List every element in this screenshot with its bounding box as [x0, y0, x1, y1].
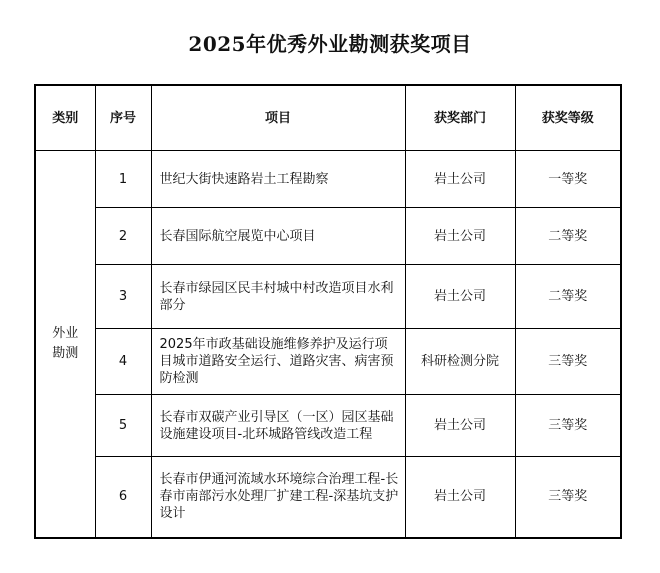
row-number: 6 — [95, 457, 151, 538]
award-level: 三等奖 — [515, 395, 621, 457]
award-level: 二等奖 — [515, 208, 621, 265]
header-number: 序号 — [95, 85, 151, 151]
department: 科研检测分院 — [405, 329, 515, 395]
row-number: 1 — [95, 151, 151, 208]
project-name: 长春市绿园区民丰村城中村改造项目水利部分 — [151, 265, 405, 329]
award-level: 一等奖 — [515, 151, 621, 208]
table-row — [35, 457, 621, 538]
row-number: 3 — [95, 265, 151, 329]
table-row — [35, 395, 621, 457]
award-level: 三等奖 — [515, 457, 621, 538]
project-name: 长春市双碳产业引导区（一区）园区基础设施建设项目-北环城路管线改造工程 — [151, 395, 405, 457]
project-name: 长春市伊通河流域水环境综合治理工程-长春市南部污水处理厂扩建工程-深基坑支护设计 — [151, 457, 405, 538]
row-number: 5 — [95, 395, 151, 457]
department: 岩土公司 — [405, 395, 515, 457]
project-name: 2025年市政基础设施维修养护及运行项目城市道路安全运行、道路灾害、病害预防检测 — [151, 329, 405, 395]
table-row — [35, 208, 621, 265]
award-level: 二等奖 — [515, 265, 621, 329]
award-level: 三等奖 — [515, 329, 621, 395]
table-row — [35, 151, 621, 208]
category-label: 外业勘测 — [52, 325, 79, 361]
department: 岩土公司 — [405, 457, 515, 538]
table-row — [35, 329, 621, 395]
project-name: 世纪大街快速路岩土工程勘察 — [151, 151, 405, 208]
header-award-level: 获奖等级 — [515, 85, 621, 151]
table-row — [35, 265, 621, 329]
row-number: 4 — [95, 329, 151, 395]
department: 岩土公司 — [405, 265, 515, 329]
project-name: 长春国际航空展览中心项目 — [151, 208, 405, 265]
category-cell — [35, 151, 95, 538]
awards-table — [34, 84, 622, 539]
department: 岩土公司 — [405, 208, 515, 265]
header-category: 类别 — [35, 85, 95, 151]
row-number: 2 — [95, 208, 151, 265]
header-department: 获奖部门 — [405, 85, 515, 151]
header-project: 项目 — [151, 85, 405, 151]
department: 岩土公司 — [405, 151, 515, 208]
table-header-row — [35, 85, 621, 151]
page-title: 2025年优秀外业勘测获奖项目 — [188, 32, 472, 56]
